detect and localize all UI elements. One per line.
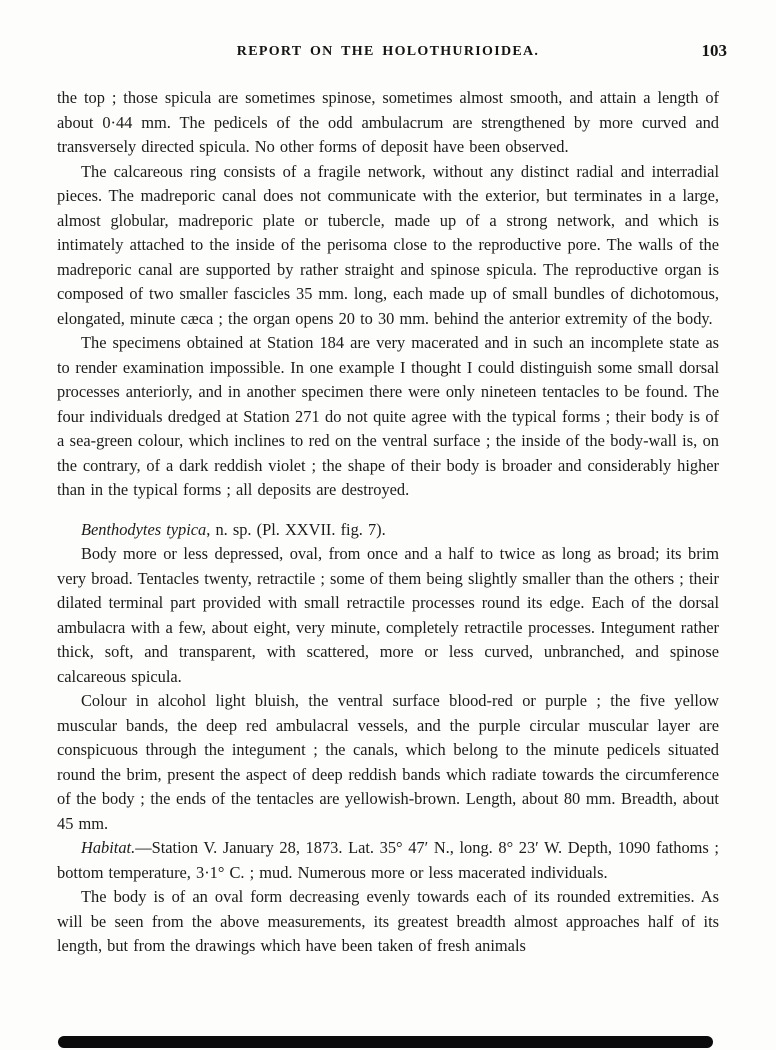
- paragraph-text: Colour in alcohol light bluish, the ventral surface blood-red or purple ; the five yellow muscular bands, the deep red ambulacral vessels, and the purple circular muscular layer are conspicuous through the integument ; the canals, which belong to the minute pedicels situated round the brim, present the aspect of deep reddish bands which radiate towards the circumference of the body ; the ends of the tentacles are yellowish-brown. Length, about 80 mm. Breadth, about 45 mm.: [57, 691, 719, 833]
- paragraph-text: The body is of an oval form decreasing evenly towards each of its rounded extremities. As will be seen from the above measurements, its greatest breadth almost approaches half of its length, but from the drawings which have been taken of fresh animals: [57, 887, 719, 955]
- habitat-label-italic: Habitat.: [81, 838, 136, 857]
- paragraph-calcareous-ring: [57, 160, 719, 332]
- paragraph-continuation: [57, 86, 719, 160]
- paragraph-text: The calcareous ring consists of a fragile network, without any distinct radial and interradial pieces. The madreporic canal does not communicate with the exterior, but terminates in a large, almost globular, madreporic plate or tubercle, made up of a strong network, and which is intimately attached to the inside of the perisoma close to the reproductive pore. The walls of the madreporic canal are supported by rather straight and spinose spicula. The reproductive organ is composed of two smaller fascicles 35 mm. long, each made up of small bundles of dichotomous, elongated, minute cæca ; the organ opens 20 to 30 mm. behind the anterior extremity of the body.: [57, 161, 719, 328]
- page-header: [57, 41, 727, 66]
- paragraph-text: the top ; those spicula are sometimes spinose, sometimes almost smooth, and attain a length of about 0·44 mm. The pedicels of the odd ambulacrum are strengthened by more curved and transversely directed spicula. No other forms of deposit have been observed.: [57, 88, 719, 156]
- paragraph-body-description: [57, 542, 719, 689]
- species-heading: [57, 518, 719, 543]
- running-title: REPORT ON THE HOLOTHURIOIDEA.: [236, 44, 540, 59]
- text-block: [57, 86, 719, 959]
- paragraph-habitat: [57, 836, 719, 885]
- paragraph-text: Body more or less depressed, oval, from once and a half to twice as long as broad; its brim very broad. Tentacles twenty, retractile ; some of them being slightly smaller than the others ; their dilated terminal part provided with small retractile processes round its edge. Each of the dorsal ambulacra with a few, about eight, very minute, completely retractile processes. Integument rather thick, soft, and transparent, with scattered, more or less curved, unbranched, and spinose calcareous spicula.: [57, 544, 719, 686]
- paragraph-text: —Station V. January 28, 1873. Lat. 35° 47′ N., long. 8° 23′ W. Depth, 1090 fathoms ; bottom temperature, 3·1° C. ; mud. Numerous more or less macerated individuals.: [57, 838, 719, 882]
- paragraph-oval-form: [57, 885, 719, 959]
- paragraph-text: The specimens obtained at Station 184 are very macerated and in such an incomplete state as to render examination impossible. In one example I thought I could distinguish some small dorsal processes anteriorly, and in another specimen there were only nineteen tentacles to be found. The four individuals dredged at Station 271 do not quite agree with the typical forms ; their body is of a sea-green colour, which inclines to red on the ventral surface ; the inside of the body-wall is, on the contrary, of a dark reddish violet ; the shape of their body is broader and considerably higher than in the typical forms ; all deposits are destroyed.: [57, 333, 719, 499]
- page-number: 103: [701, 41, 727, 60]
- species-heading-text: , n. sp. (Pl. XXVII. fig. 7).: [206, 519, 386, 539]
- species-name-italic: Benthodytes typica: [81, 519, 207, 539]
- paragraph-specimens: [57, 331, 719, 503]
- paragraph-colour: [57, 689, 719, 836]
- scan-artifact-bar: [58, 1036, 713, 1048]
